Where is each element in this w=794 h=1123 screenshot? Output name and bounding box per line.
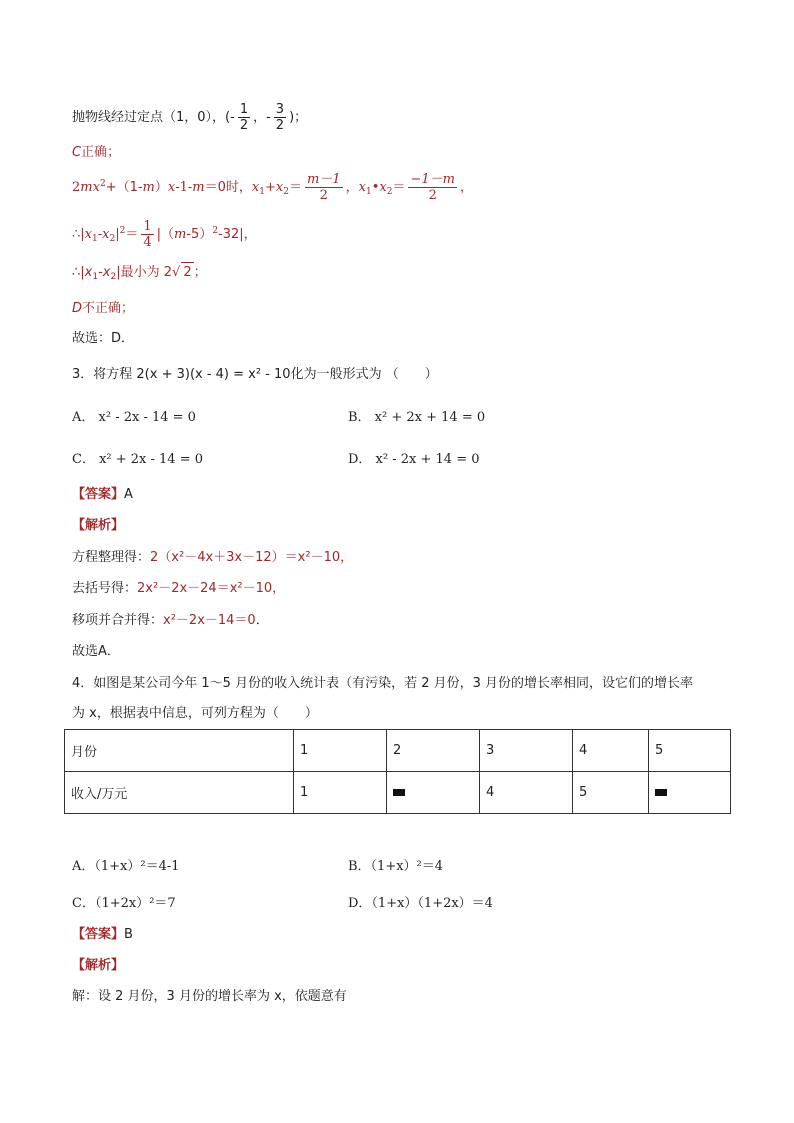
question-3-option-c: C． x² + 2x - 14 = 0 [72,452,204,467]
table-cell: 4 [573,730,649,772]
question-4-stem-line-2: 为 x，根据表中信息，可列方程为（ ） [72,706,318,721]
option-d-incorrect-line: D不正确； [72,301,135,316]
question-4-answer: 【答案】B [72,927,133,942]
question-4-stem-line-1: 4．如图是某公司今年 1～5 月份的收入统计表（有污染，若 2 月份，3 月份的增长率相同，设它们的增长率 [72,676,694,691]
table-header-cell: 收入/万元 [65,772,294,814]
question-3-step-2: 去括号得：2x²－2x－24＝x²－10， [72,581,286,596]
question-3-option-d: D． x² - 2x + 14 = 0 [348,452,480,467]
question-3-option-a: A． x² - 2x - 14 = 0 [72,410,196,425]
fraction-three-halves: $\frac{3}{2}$ [275,102,285,133]
ink-blot-icon [393,789,405,796]
question-4-option-a: A．（1+x）²＝4-1 [72,859,180,874]
parabola-fixed-points-line: 抛物线经过定点（1，0），(- $\frac{1}{2}$ ，- $\frac{3}{2}$ )； [72,102,308,133]
table-cell-obscured [387,772,480,814]
difference-squared-line: $\therefore|x_1-x_2|^2=$ $\frac{1}{4}$ $|(m-5)^2-32|$， [72,219,257,250]
table-row-months [65,730,731,772]
question-3-choice: 故选A． [72,644,120,659]
question-4-option-c: C．（1+2x）²＝7 [72,896,176,911]
question-4-option-d: D．（1+x）（1+2x）＝4 [348,896,493,911]
table-cell: 1 [294,730,387,772]
question-3-step-1: 方程整理得：2（x²－4x＋3x－12）＝x²－10， [72,550,354,565]
fraction-sum-roots: $\frac{m-1}{2}$ [306,172,341,203]
table-cell: 1 [294,772,387,814]
table-cell-obscured [649,772,731,814]
fraction-one-quarter: $\frac{1}{4}$ [143,219,152,250]
question-4-analysis-heading: 【解析】 [72,958,125,973]
question-3-answer: 【答案】A [72,487,133,502]
option-c-correct-line: C正确； [72,145,121,160]
q2-choice-line: 故选：D． [72,331,135,346]
question-4-solution-start: 解：设 2 月份，3 月份的增长率为 x，依题意有 [72,989,347,1004]
table-cell: 2 [387,730,480,772]
minimum-value-line: $\therefore|x_1-x_2|$最小为 2√ 2 ； [72,262,207,287]
question-3-stem: 3．将方程 2(x + 3)(x - 4) = x² - 10化为一般形式为 （ ） [72,367,438,382]
ink-blot-icon [655,789,667,796]
question-4-option-b: B．（1+x）²＝4 [348,859,444,874]
fraction-product-roots: $\frac{-1-m}{2}$ [410,172,455,203]
fraction-one-half: $\frac{1}{2}$ [239,102,249,133]
revenue-table [64,729,731,814]
question-3-step-3: 移项并合并得：x²－2x－14＝0． [72,613,269,628]
table-cell: 5 [649,730,731,772]
table-cell: 5 [573,772,649,814]
table-cell: 4 [480,772,573,814]
vieta-relations-line: $2mx^2+(1-m)x-1-m=0$时，$x_1+x_2=$ $\frac{m-1}{2}$ ，$x_1•x_2=$ $\frac{-1-m}{2}$ ， [72,172,473,203]
question-3-analysis-heading: 【解析】 [72,518,125,533]
sqrt-symbol: √ [172,265,181,280]
table-row-revenue [65,772,731,814]
table-cell: 3 [480,730,573,772]
table-header-cell: 月份 [65,730,294,772]
question-3-option-b: B． x² + 2x + 14 = 0 [348,410,486,425]
